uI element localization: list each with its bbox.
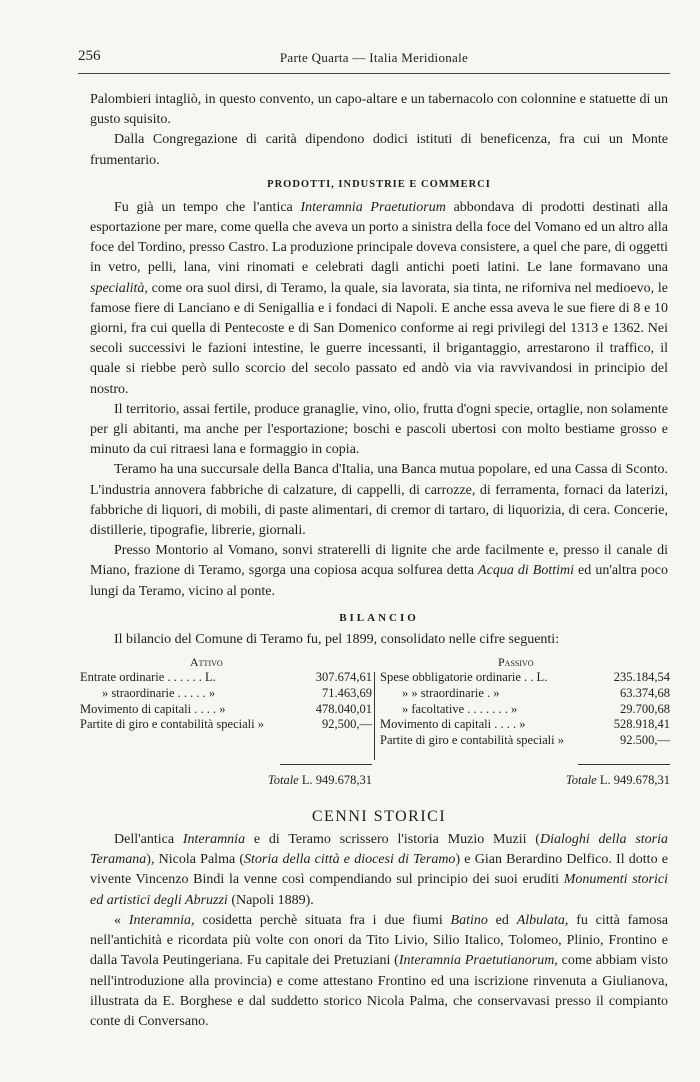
table-row: Spese obbligatorie ordinarie . . L. 235.184,54 xyxy=(380,670,670,685)
paragraph-1: Palombieri intagliò, in questo convento, un capo-altare e un tabernacolo con colonnine e statuette di un gusto squisito. xyxy=(90,92,668,128)
bilancio-totals xyxy=(80,762,670,792)
paragraph-2: Dalla Congregazione di carità dipendono dodici istituti di beneficenza, fra cui un Monte frumentario. xyxy=(90,132,668,168)
table-row: Partite di giro e contabilità speciali » 92,500,— xyxy=(80,717,372,732)
paragraph-5: Teramo ha una succursale della Banca d'Italia, una Banca mutua popolare, ed una Cassa di Sconto. L'industria annovera fabbriche di calzature, di cappelli, di carrozze, di ferramenta, fornaci da laterizi, fabbriche di liquori, di mobili, di paste alimentari, di cremor di tartaro, di liquorizia, di cera. Concerie, distillerie, tipografie, librerie, giornali. xyxy=(90,462,668,539)
table-row: Partite di giro e contabilità speciali » 92.500,— xyxy=(380,733,670,748)
section-heading-bilancio: BILANCIO xyxy=(339,611,419,624)
paragraph-4: Il territorio, assai fertile, produce granaglie, vino, olio, frutta d'ogni specie, ortaglie, non solamente per gli abitanti, ma anche per l'esportazione; boschi e pascoli ubertosi con molto bestiame grosso e minuto da cui ritraesi lana e formaggio in copia. xyxy=(90,401,668,458)
running-title: Parte Quarta — Italia Meridionale xyxy=(279,50,469,65)
attivo-heading: Attivo xyxy=(190,655,223,670)
attivo-column xyxy=(80,670,372,733)
paragraph-9: « Interamnia, cosidetta perchè situata fra i due fiumi Batino ed Albulata, fu città famosa nell'antichità e ricordata più volte con onori da Tito Livio, Silio Italico, Tolomeo, Plinio, Frontino e dalla Tavola Peutingeriana. Fu capitale dei Pretuziani (Interamnia Praetutianorum, come abbiam visto nell'introduzione alla provincia) e come attestano Frontino ed una iscrizione rinvenuta a Giulianova, illustrata da E. Borghese e dal suddetto storico Nicola Palma, che conservavasi presso il compianto conte di Conversano. xyxy=(90,912,669,1029)
paragraph-7: Il bilancio del Comune di Teramo fu, pel 1899, consolidato nelle cifre seguenti: xyxy=(114,631,560,647)
page-number: 256 xyxy=(78,48,101,64)
passivo-column xyxy=(380,670,670,749)
bilancio-column-headings xyxy=(90,652,668,670)
total-rule-passivo xyxy=(578,764,670,765)
table-row: » straordinarie . . . . . » 71.463,69 xyxy=(102,685,372,700)
table-row: Entrate ordinarie . . . . . . L. 307.674,61 xyxy=(80,670,372,685)
total-rule-attivo xyxy=(280,764,372,765)
table-row: Movimento di capitali . . . . » 528.918,41 xyxy=(380,717,670,732)
page-header xyxy=(78,45,670,74)
paragraph-8: Dell'antica Interamnia e di Teramo scrissero l'istoria Muzio Muzii (Dialoghi della storia Teramana), Nicola Palma (Storia della città e diocesi di Teramo) e Gian Berardino Delfico. Il dotto e vivente Vincenzo Bindi la venne così compendiando sul principio dei suoi eruditi Monumenti storici ed artistici degli Abruzzi (Napoli 1889). xyxy=(90,832,669,908)
table-row: » facoltative . . . . . . . » 29.700,68 xyxy=(402,701,670,716)
section-heading-cenni: CENNI STORICI xyxy=(311,808,447,826)
totale-passivo: Totale L. 949.678,31 xyxy=(565,773,670,788)
table-row: Movimento di capitali . . . . » 478.040,01 xyxy=(80,701,372,716)
table-divider xyxy=(374,672,375,760)
page-body xyxy=(80,90,670,1032)
bilancio-table xyxy=(80,670,670,762)
table-row: » » straordinarie . » 63.374,68 xyxy=(402,685,670,700)
section-heading-prodotti: PRODOTTI, INDUSTRIE E COMMERCI xyxy=(267,178,491,190)
paragraph-3: Fu già un tempo che l'antica Interamnia Praetutiorum abbondava di prodotti destinati alla esportazione per mare, come quella che aveva un porto a sinistra della foce del Vomano ed un altro alla foce del Tordino, presso Castro. La produzione principale doveva consistere, a quel che pare, di oggetti in vetro, pelli, lana, vini rinomati e celebrati dagli antichi poeti latini. Le lane formavano una specialità, come ora suol dirsi, di Teramo, la quale, sia lavorata, sia tinta, ne riforniva nel medioevo, le famose fiere di Lanciano e di Senigallia e i fondaci di Napoli. E anche essa aveva le sue fiere di 8 e 10 giorni, fra cui quella di Pentecoste e di San Domenico conforme ai regi privilegi del 1313 e 1362. Nei secoli successivi le fazioni intestine, le guerre incessanti, il brigantaggio, arrestarono il traffico, il quale si riebbe però sullo scorcio del secolo passato ed andò via via ravvivandosi in principio del nostro. xyxy=(90,199,668,397)
paragraph-6: Presso Montorio al Vomano, sonvi straterelli di lignite che arde facilmente e, presso il canale di Miano, frazione di Teramo, sgorga una copiosa acqua solfurea detta Acqua di Bottimi ed un'altra poco lungi da Teramo, vicino al ponte. xyxy=(90,543,668,599)
passivo-heading: Passivo xyxy=(498,655,534,670)
totale-attivo: Totale L. 949.678,31 xyxy=(267,773,372,788)
